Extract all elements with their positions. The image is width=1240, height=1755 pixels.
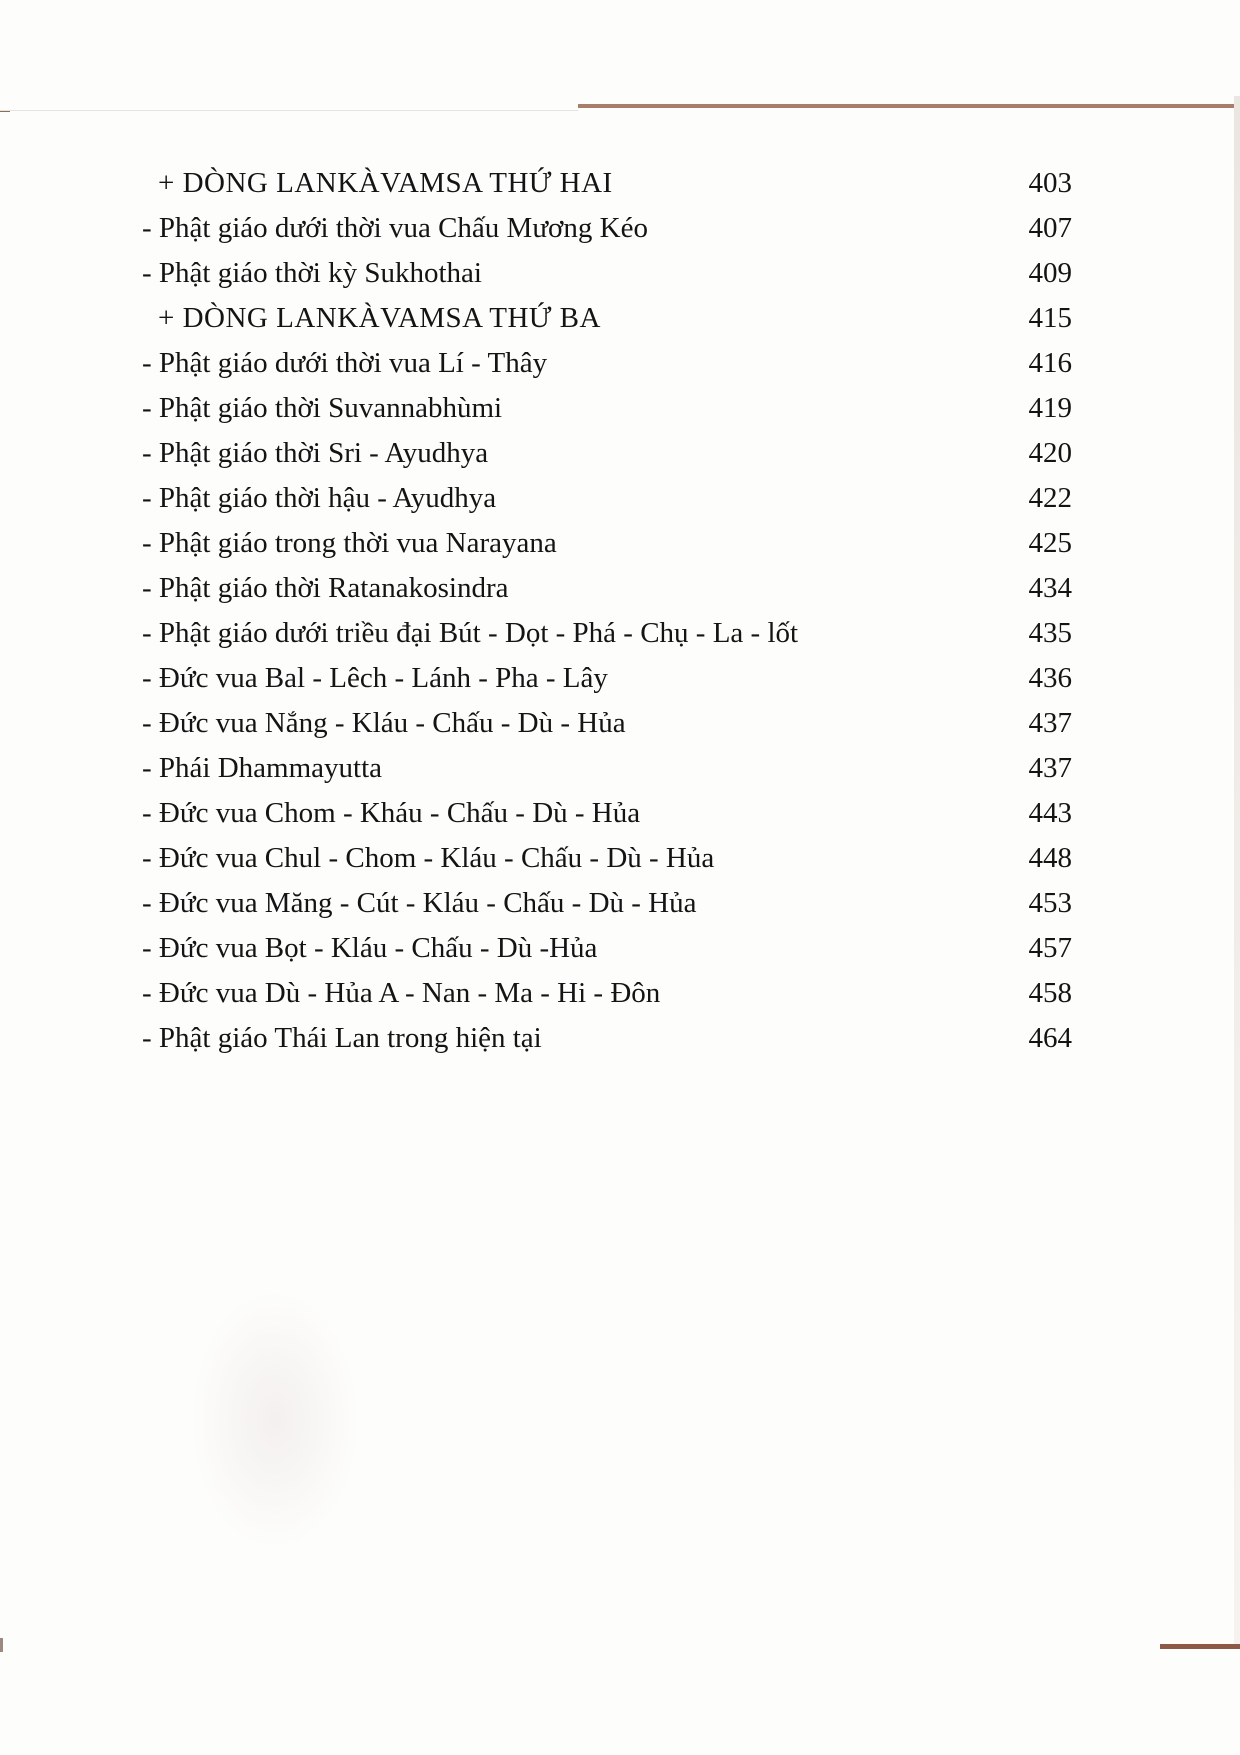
toc-entry-page: 437 (1028, 707, 1072, 739)
top-edge-line (0, 110, 578, 111)
toc-entry-title: - Đức vua Chom - Kháu - Chấu - Dù - Hủa (142, 797, 641, 829)
toc-entry-title: - Đức vua Nắng - Kláu - Chấu - Dù - Hủa (142, 707, 626, 739)
toc-entry-page: 435 (1028, 617, 1072, 649)
toc-entry-title: - Đức vua Dù - Hủa A - Nan - Ma - Hi - Đôn (142, 977, 661, 1009)
toc-entry-title: - Phái Dhammayutta (142, 752, 383, 784)
bottom-edge-shadow (1160, 1644, 1240, 1649)
toc-entry (0, 926, 1240, 970)
toc-entry-title: - Phật giáo thời kỳ Sukhothai (142, 257, 482, 289)
toc-entry-title: - Phật giáo thời Ratanakosindra (142, 572, 509, 604)
toc-entry (0, 386, 1240, 430)
toc-entry-title: - Phật giáo thời hậu - Ayudhya (142, 482, 497, 514)
toc-entry-page: 416 (1028, 347, 1072, 379)
toc-entry (0, 836, 1240, 880)
toc-entry (0, 701, 1240, 745)
toc-entry-page: 448 (1028, 842, 1072, 874)
toc-entry-title: + DÒNG LANKÀVAMSA THỨ HAI (158, 167, 613, 199)
toc-entry-title: - Đức vua Chul - Chom - Kláu - Chấu - Dù - Hủa (142, 842, 715, 874)
toc-entry-page: 422 (1028, 482, 1072, 514)
toc-entry (0, 881, 1240, 925)
paper-shadow (190, 1290, 360, 1550)
bottom-left-edge-mark (0, 1638, 3, 1652)
toc-entry-page: 453 (1028, 887, 1072, 919)
toc-entry-title: - Phật giáo thời Sri - Ayudhya (142, 437, 489, 469)
top-edge-shadow (578, 104, 1240, 108)
toc-entry-title: - Phật giáo Thái Lan trong hiện tại (142, 1022, 542, 1054)
toc-entry-page: 464 (1028, 1022, 1072, 1054)
toc-entry-page: 403 (1028, 167, 1072, 199)
toc-entry (0, 341, 1240, 385)
toc-entry-page: 436 (1028, 662, 1072, 694)
toc-entry-page: 409 (1028, 257, 1072, 289)
toc-entry-title: - Phật giáo dưới thời vua Chấu Mương Kéo (142, 212, 648, 244)
toc-entry (0, 656, 1240, 700)
toc-entry-title: - Phật giáo dưới triều đại Bút - Dọt - Phá - Chụ - La - lốt (142, 617, 799, 649)
toc-entry (0, 746, 1240, 790)
toc-entry-page: 458 (1028, 977, 1072, 1009)
toc-entry (0, 521, 1240, 565)
toc-entry-page: 415 (1028, 302, 1072, 334)
toc-entry-page: 457 (1028, 932, 1072, 964)
toc-entry-title: + DÒNG LANKÀVAMSA THỨ BA (158, 302, 601, 334)
toc-entry (0, 161, 1240, 205)
toc-entry (0, 251, 1240, 295)
toc-entry (0, 566, 1240, 610)
toc-entry-page: 425 (1028, 527, 1072, 559)
toc-entry-title: - Đức vua Bọt - Kláu - Chấu - Dù -Hủa (142, 932, 598, 964)
toc-entry (0, 296, 1240, 340)
toc-entry-page: 419 (1028, 392, 1072, 424)
toc-entry-title: - Phật giáo dưới thời vua Lí - Thây (142, 347, 548, 379)
toc-entry-page: 437 (1028, 752, 1072, 784)
toc-entry (0, 971, 1240, 1015)
toc-entry-title: - Phật giáo thời Suvannabhùmi (142, 392, 503, 424)
toc-entry-page: 443 (1028, 797, 1072, 829)
toc-entry-page: 407 (1028, 212, 1072, 244)
toc-entry-page: 420 (1028, 437, 1072, 469)
toc-entry (0, 431, 1240, 475)
toc-entry (0, 611, 1240, 655)
toc-entry (0, 791, 1240, 835)
toc-entry-title: - Đức vua Măng - Cút - Kláu - Chấu - Dù - Hủa (142, 887, 697, 919)
toc-entry (0, 476, 1240, 520)
toc-entry-title: - Đức vua Bal - Lêch - Lánh - Pha - Lây (142, 662, 608, 694)
toc-entry-page: 434 (1028, 572, 1072, 604)
toc-entry-title: - Phật giáo trong thời vua Narayana (142, 527, 557, 559)
toc-entry (0, 206, 1240, 250)
toc-entry (0, 1016, 1240, 1060)
